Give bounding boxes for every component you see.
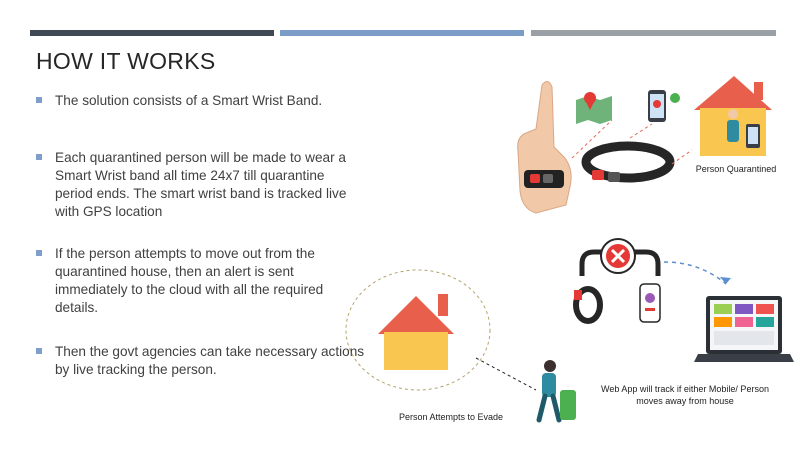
laptop-dashboard-icon [694,296,794,362]
bullet-text: If the person attempts to move out from the quarantined house, then an alert is sent immediately to the cloud with all the required details. [55,246,324,315]
house-person-icon [694,76,772,156]
bullet-text: The solution consists of a Smart Wrist Band. [55,93,323,108]
hand-wristband-icon [518,81,571,213]
house-icon [378,294,454,370]
mini-wristband-icon [574,289,600,321]
bullet-text: Then the govt agencies can take necessary actions by live tracking the person. [55,344,365,377]
caption-person-evade: Person Attempts to Evade [398,412,504,422]
walking-person-icon [539,360,576,420]
slide-title: HOW IT WORKS [36,48,216,74]
alert-x-icon [582,239,658,276]
bullet-text: Each quarantined person will be made to wear a Smart Wrist band all time 24x7 till quarantine period ends. The smart wrist band is tracked live with GPS location [55,150,347,219]
mini-phone-icon [640,284,660,322]
caption-person-quarantined: Person Quarantined [695,164,777,174]
caption-web-app: Web App will track if either Mobile/ Person moves away from house [601,384,769,406]
phone-location-icon [648,90,680,122]
map-pin-icon [576,92,612,124]
wristband-icon [586,146,670,182]
